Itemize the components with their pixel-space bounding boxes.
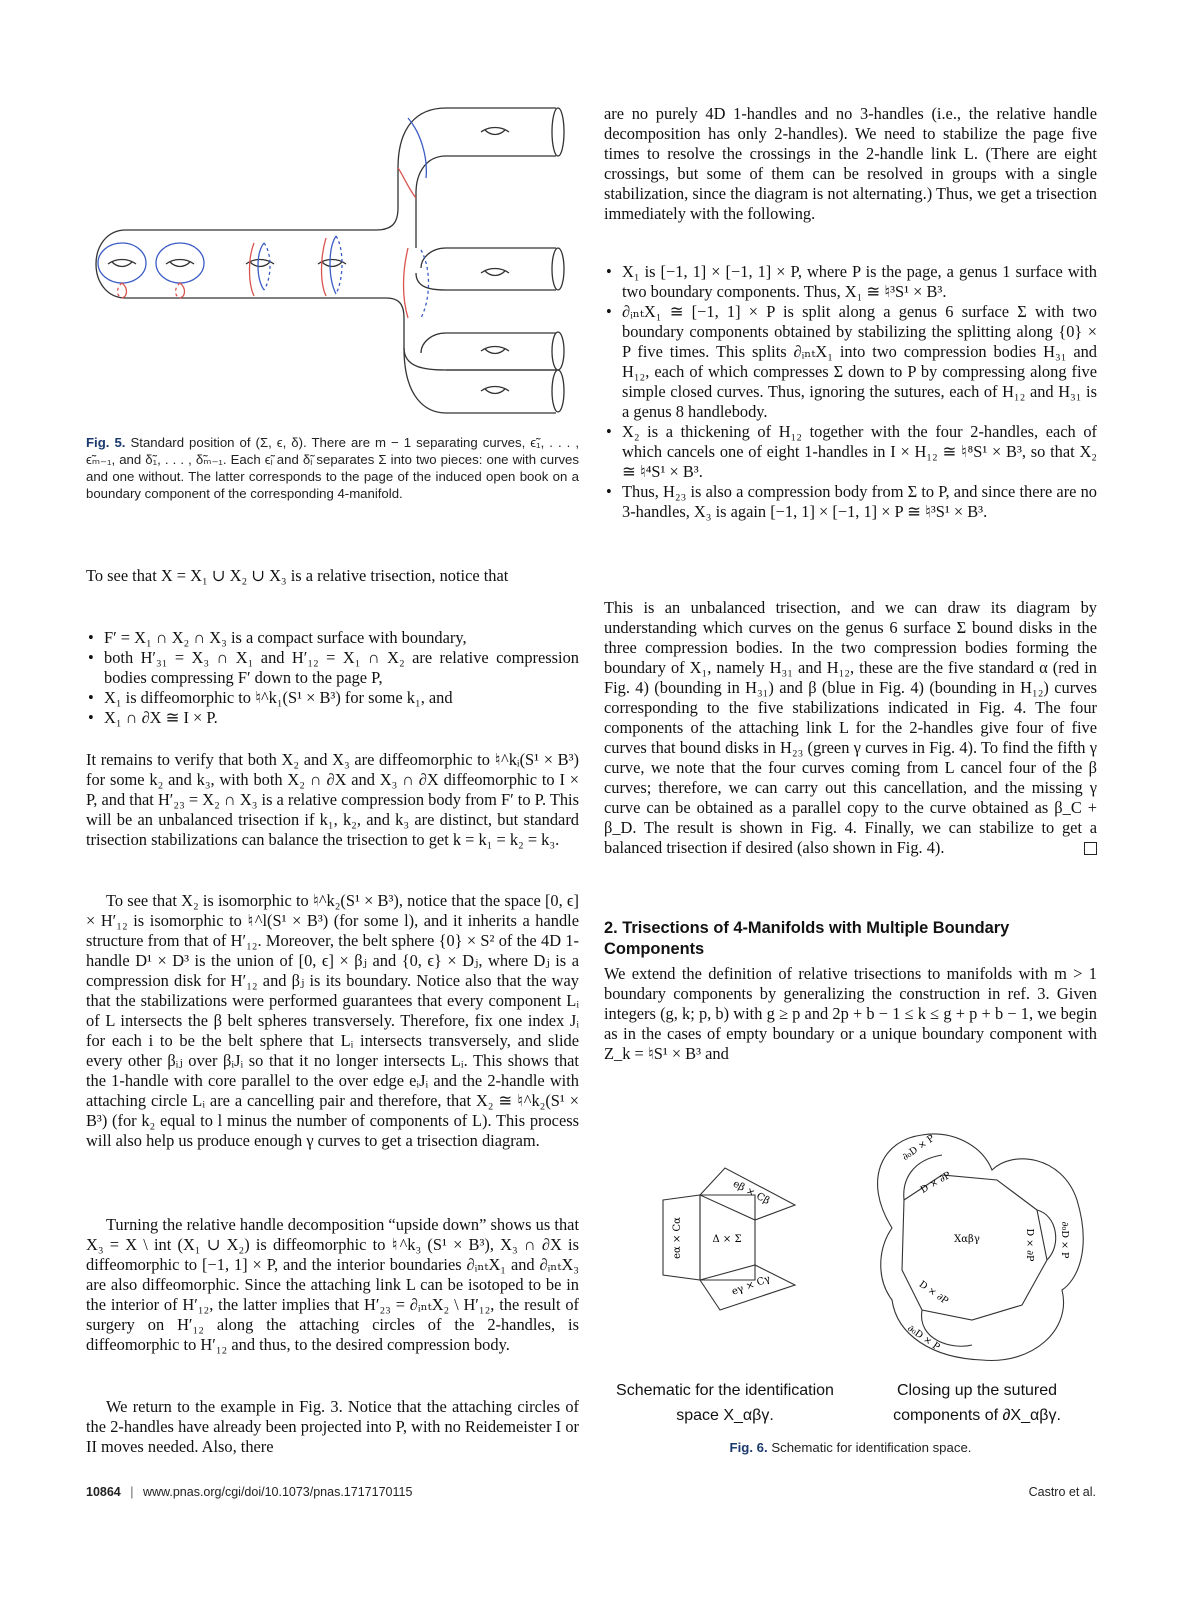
doi-link[interactable]: www.pnas.org/cgi/doi/10.1073/pnas.1717170115 <box>142 1485 413 1499</box>
fig6-sublabel-left-line1: Schematic for the identification <box>616 1382 834 1399</box>
fig6-sublabel-right <box>862 1378 1092 1428</box>
fig5-caption-text: Standard position of (Σ, ϵ, δ). There are m − 1 separating curves, ϵ̃₁, . . . , ϵ̃ₘ₋₁, and δ̃₁, . . . , δ̃ₘ₋₁. Each ϵ̃ᵢ and δ̃ᵢ separates Σ into two pieces: one with curves and one without. The latter corresponds to the page of the induced open book on a boundary component of the corresponding 4-manifold. <box>86 435 579 501</box>
fig6-sublabel-left-line2: space X_αβγ. <box>676 1407 774 1424</box>
fig6-label-e-gamma: eγ × Cγ <box>730 1273 772 1298</box>
fig6-caption-text: Schematic for identification space. <box>771 1440 972 1455</box>
qed-square-icon <box>1084 842 1097 855</box>
left-paragraph-4: We return to the example in Fig. 3. Notice that the attaching circles of the 2-handles have already been projected into P, with no Reidemeister I or II moves needed. Also, there <box>86 1397 579 1456</box>
right-bullet: • Thus, H₂₃ is also a compression body from Σ to P, and since there are no 3-handles, X₃ is again [−1, 1] × [−1, 1] × P ≅ ♮³S¹ × B³. <box>604 482 1097 522</box>
left-paragraph-1: It remains to verify that both X₂ and X₃ are diffeomorphic to ♮^kᵢ(S¹ × B³) for some k₂ and k₃, with both X₂ ∩ ∂X and X₃ ∩ ∂X diffeomorphic to I × P, and that H′₂₃ = X₂ ∩ X₃ is a relative compression body from F′ to P. This will be an unbalanced trisection if k₁, k₂, and k₃ are distinct, but standard trisection stabilizations can balance the trisection to get k = k₁ = k₂ = k₃. <box>86 750 579 849</box>
fig6-identification-schematic <box>660 1160 830 1320</box>
right-bullet: • X₁ is [−1, 1] × [−1, 1] × P, where P is the page, a genus 1 surface with two boundary components. Thus, X₁ ≅ ♮³S¹ × B³. <box>604 262 1097 302</box>
fig6-caption <box>604 1439 1097 1456</box>
left-paragraph-2: To see that X₂ is isomorphic to ♮^k₂(S¹ × B³), notice that the space [0, ϵ] × H′₁₂ is isomorphic to ♮^l(S¹ × B³) (for some l), and it inherits a handle structure from that of H′₁₂. Moreover, the belt sphere {0} × S² of the 4D 1-handle D¹ × D³ is the union of [0, ϵ] × βⱼ and {0, ϵ} × Dⱼ, where Dⱼ is a compression disk for H′₁₂ and βⱼ is its boundary. Notice also that the way that the stabilizations were performed guarantees that every component Lᵢ of L intersects the β belt spheres transversely. Therefore, fix one index Jᵢ for each i to be the belt sphere that Lᵢ intersects transversely, and slide every other βᵢⱼ over βᵢJᵢ so that it no longer intersects Lᵢ. This shows that the 1-handle with core parallel to the over edge eᵢJᵢ and the 2-handle with attaching circle Lᵢ are a cancelling pair and therefore, that X₂ ≅ ♮^k₂(S¹ × B³) (for k₂ equal to l minus the number of components of L). This process will also help us produce enough γ curves to get a trisection diagram. <box>86 891 579 1150</box>
right-bullet-list <box>604 262 1097 522</box>
fig6-label-dp-2: D × ∂P <box>1024 1228 1035 1262</box>
fig5-label: Fig. 5. <box>86 435 126 450</box>
page-number: 10864 <box>86 1485 121 1499</box>
fig5-caption <box>86 434 579 502</box>
right-paragraph-1-text: This is an unbalanced trisection, and we can draw its diagram by understanding which curves on the genus 6 surface Σ bound disks in the three compression bodies. In the two compression bodies forming the boundary of X₁, namely H₃₁ and H₁₂, these are the five standard α (red in Fig. 4) (bounding in H₃₁) and β (blue in Fig. 4) (bounding in H₁₂) curves corresponding to the five stabilizations indicated in Fig. 4. The four components of the attaching link L for the 2-handles give four of five curves that bound disks in H₂₃ (green γ curves in Fig. 4). To find the fifth γ curve, we note that the four curves coming from L cancel four of the β curves; therefore, we can carry out this cancellation, and the missing γ curve can be obtained as a parallel copy to the curve obtained as β_C + β_D. The result is shown in Fig. 4. Finally, we can stabilize to get a balanced trisection if desired (also shown in Fig. 4). <box>604 598 1097 857</box>
fig6-sublabel-right-line2: components of ∂X_αβγ. <box>893 1407 1061 1424</box>
fig6-label-ddp-3: ∂₀D × P <box>905 1322 942 1353</box>
left-paragraph-3: Turning the relative handle decomposition “upside down” shows us that X₃ = X \ int (X₁ ∪ X₂) is diffeomorphic to ♮^k₃ (S¹ × B³), X₃ ∩ ∂X is diffeomorphic to [−1, 1] × P, and the interior boundaries ∂ᵢₙₜX₁ and ∂ᵢₙₜX₃ are also diffeomorphic. Since the attaching link L can be isotoped to be in the interior of H′₁₂, the latter implies that H′₂₃ = ∂ᵢₙₜX₂ \ H′₁₂, the result of surgery on H′₁₂ along the attaching circles of the 2-handles, is diffeomorphic to H′₁₂ and thus, to the desired compression body. <box>86 1215 579 1354</box>
left-bullet-list <box>86 628 579 728</box>
fig6-label-dp-3: D × ∂P <box>916 1279 951 1307</box>
fig6-sutured-closing-diagram <box>862 1120 1092 1370</box>
fig6-sublabel-right-line1: Closing up the sutured <box>896 1382 1058 1399</box>
fig6-label-e-beta: eβ × Cβ <box>730 1178 772 1208</box>
fig6-label-dp-1: D × ∂P <box>918 1169 953 1196</box>
footer-left <box>86 1485 412 1499</box>
section-heading: 2. Trisections of 4-Manifolds with Multiple Boundary Components <box>604 919 1010 958</box>
right-paragraph-2: We extend the definition of relative trisections to manifolds with m > 1 boundary components by generalizing the construction in ref. 3. Given integers (g, k; p, b) with g ≥ p and 2p + b − 1 ≤ k ≤ g + p + b − 1, we begin as in the cases of empty boundary or a unique boundary component with Z_k = ♮S¹ × B³ and <box>604 964 1097 1063</box>
fig6-label: Fig. 6. <box>729 1440 768 1455</box>
right-bullet: • X₂ is a thickening of H₁₂ together with the four 2-handles, each of which cancels one of eight 1-handles in I × H₁₂ ≅ ♮⁸S¹ × B³, so that X₂ ≅ ♮⁴S¹ × B³. <box>604 422 1097 482</box>
footer-authors: Castro et al. <box>1028 1485 1096 1499</box>
fig6-label-ddp-2: ∂₀D × P <box>1059 1221 1070 1259</box>
left-bullet: • both H′₃₁ = X₃ ∩ X₁ and H′₁₂ = X₁ ∩ X₂ are relative compression bodies compressing F′ down to the page P, <box>86 648 579 688</box>
fig6-label-ddp-1: ∂₀D × P <box>900 1132 937 1163</box>
fig6-label-x-abg: Xαβγ <box>954 1234 980 1245</box>
left-intro: To see that X = X₁ ∪ X₂ ∪ X₃ is a relative trisection, notice that <box>86 566 509 585</box>
fig5-surface-diagram <box>86 98 582 433</box>
right-paragraph-1 <box>604 598 1097 858</box>
footer-separator: | <box>130 1485 134 1499</box>
right-bullet: • ∂ᵢₙₜX₁ ≅ [−1, 1] × P is split along a genus 6 surface Σ with two boundary components obtained by stabilizing the splitting along {0} × P five times. This splits ∂ᵢₙₜX₁ into two compression bodies H₃₁ and H₁₂, each of which compresses Σ down to P by compressing along five simple closed curves. Thus, ignoring the sutures, each of H₁₂ and H₃₁ is a genus 8 handlebody. <box>604 302 1097 422</box>
fig6-sublabel-left <box>600 1378 850 1428</box>
left-bullet: • X₁ is diffeomorphic to ♮^k₁(S¹ × B³) for some k₁, and <box>86 688 579 708</box>
fig6-label-e-alpha: eα × Cα <box>672 1217 683 1259</box>
fig6-label-delta-sigma: Δ × Σ <box>712 1234 742 1245</box>
left-bullet: • F′ = X₁ ∩ X₂ ∩ X₃ is a compact surface with boundary, <box>86 628 579 648</box>
right-paragraph-0: are no purely 4D 1-handles and no 3-handles (i.e., the relative handle decomposition has only 2-handles). We need to stabilize the page five times to resolve the crossings in the 2-handle link L. (There are eight crossings, but some of them can be resolved in groups with a single stabilization, since the diagram is not alternating.) Thus, we get a trisection immediately with the following. <box>604 104 1097 223</box>
left-bullet: • X₁ ∩ ∂X ≅ I × P. <box>86 708 579 728</box>
